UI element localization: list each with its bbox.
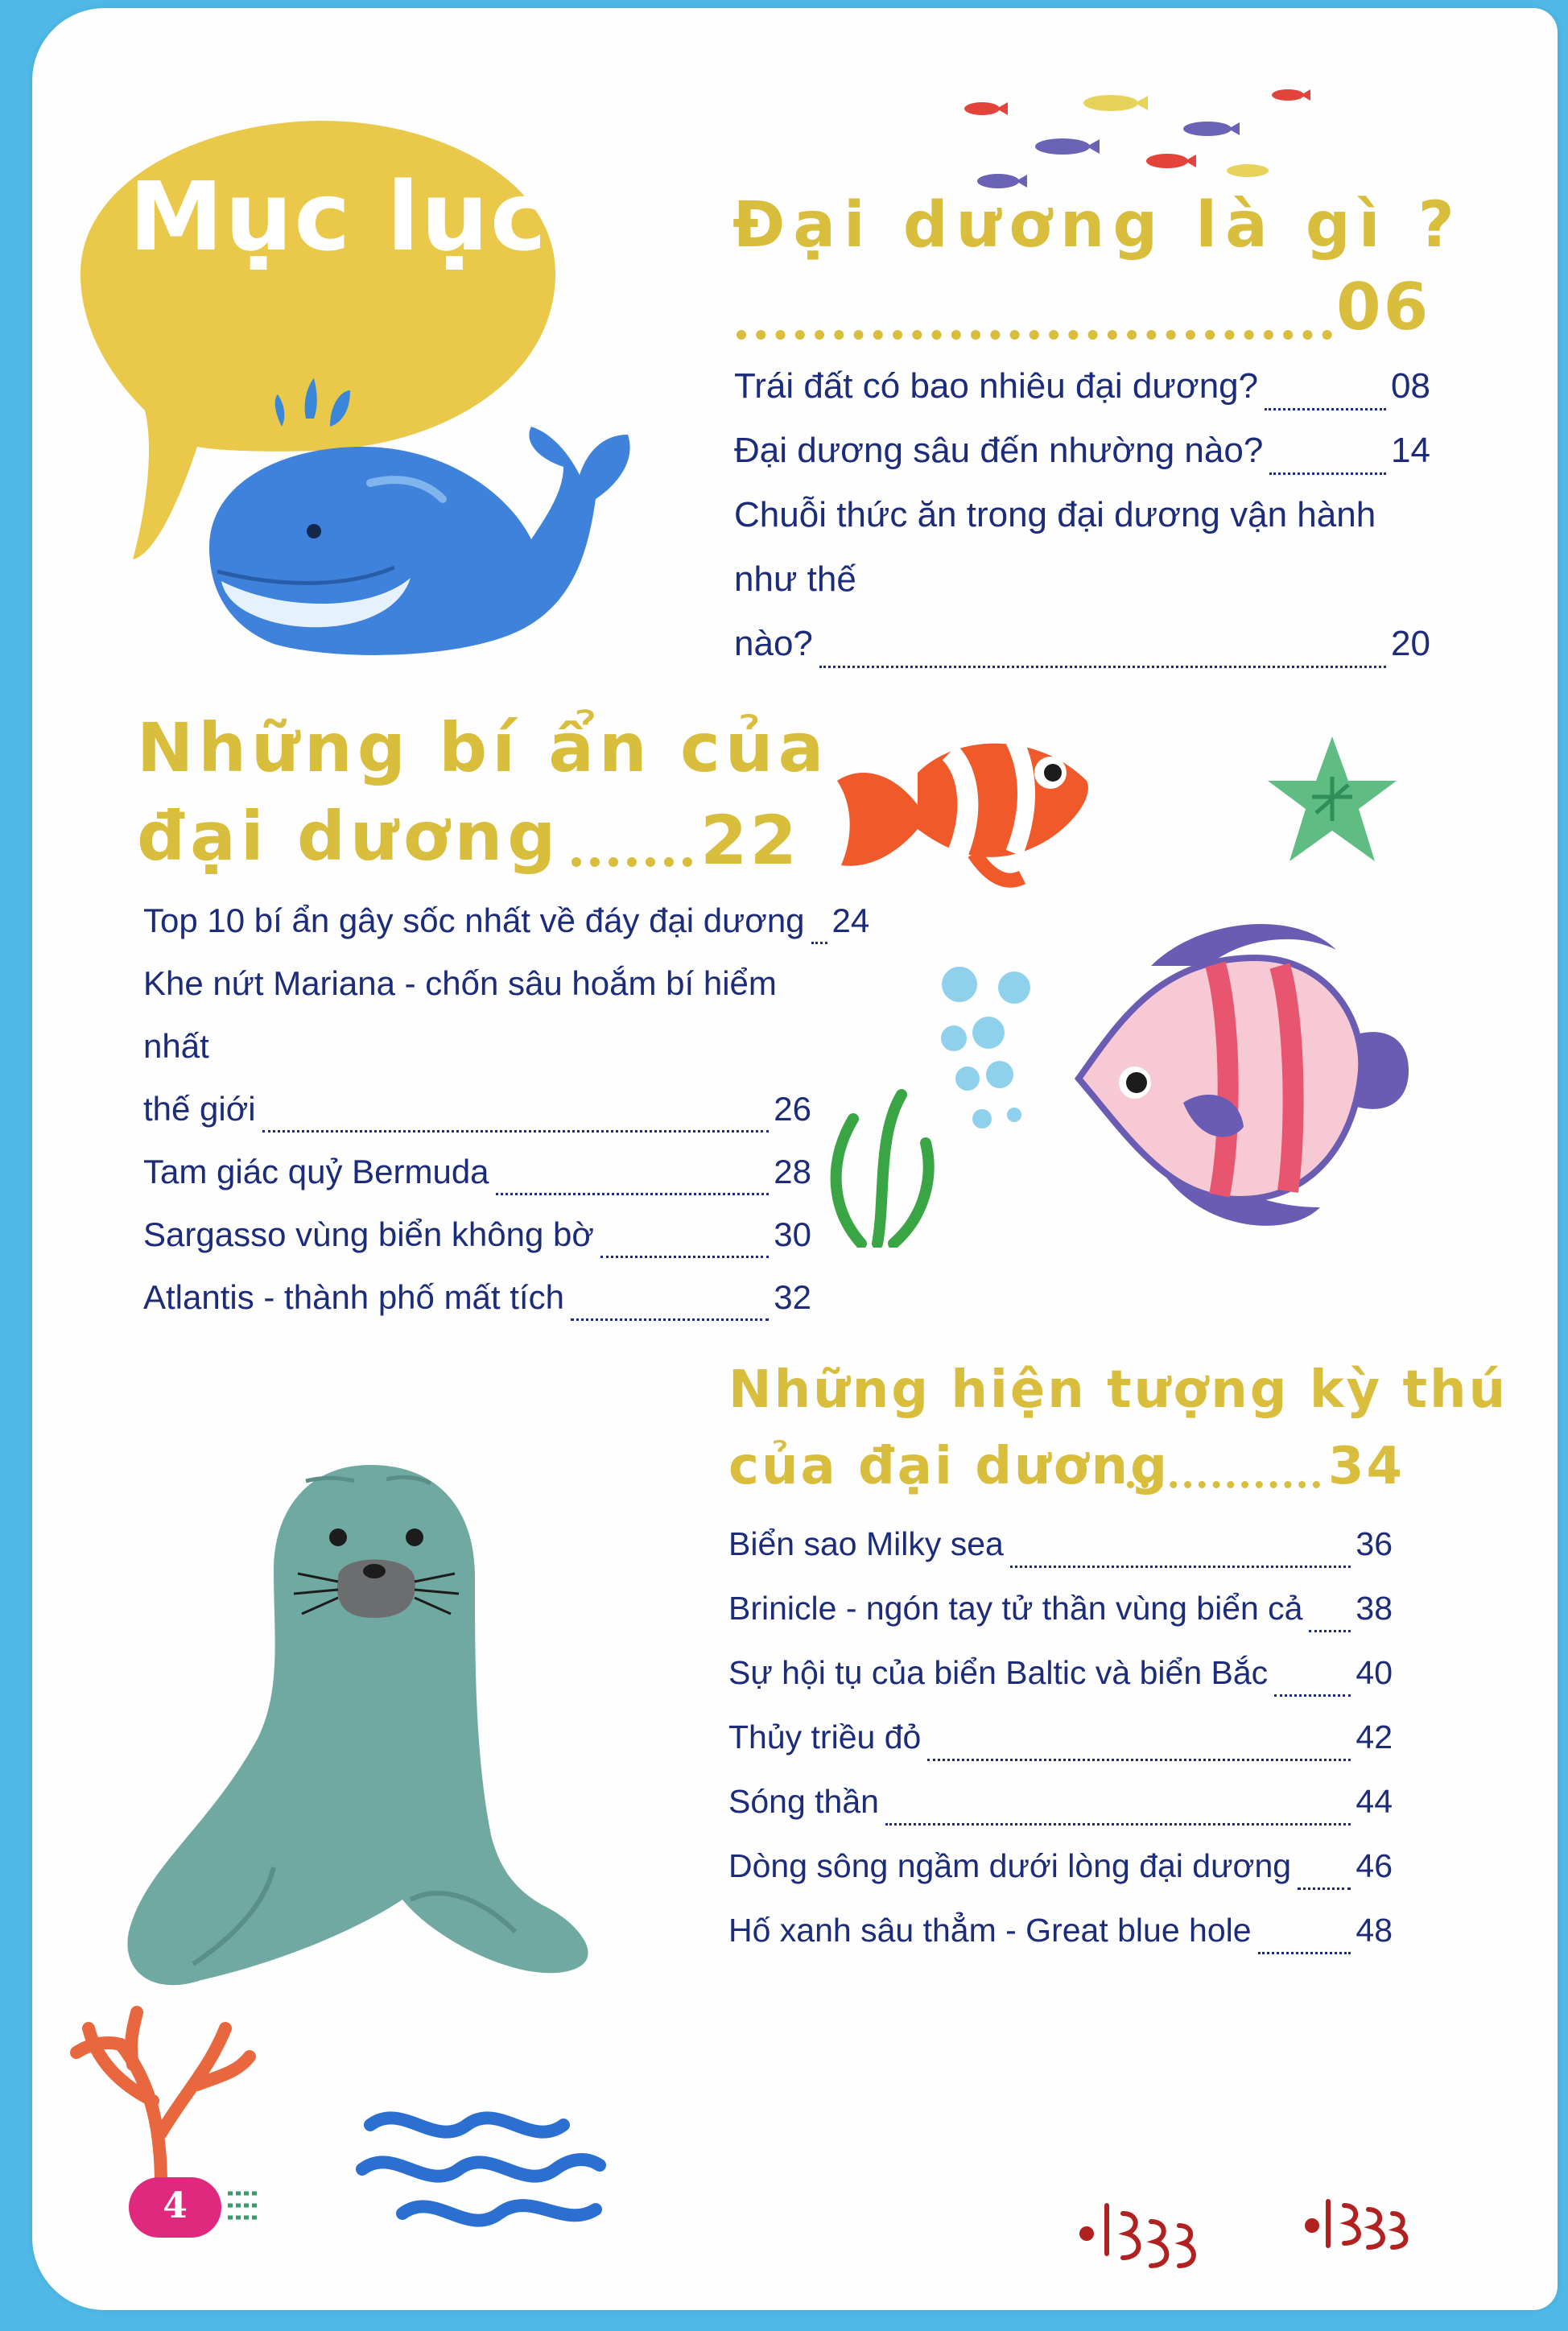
section-2-heading-leader: [571, 857, 692, 867]
section-2-heading-page: 22: [700, 801, 799, 880]
dot-leader: [1298, 1887, 1351, 1890]
section-3-heading-line1: Những hiện tượng kỳ thú: [728, 1360, 1508, 1420]
fish-school-icon: [950, 80, 1336, 201]
toc-entry[interactable]: Sự hội tụ của biển Baltic và biển Bắc 40: [728, 1640, 1393, 1705]
dot-leader: [262, 1130, 770, 1132]
toc-entry[interactable]: Biển sao Milky sea 36: [728, 1512, 1393, 1576]
toc-entry[interactable]: Khe nứt Mariana - chốn sâu hoắm bí hiểm nhất thế giới 26: [143, 952, 811, 1141]
dot-leader: [819, 666, 1386, 668]
seal-icon: [97, 1449, 676, 2012]
section-1-heading-leader: [737, 330, 1332, 340]
toc-entry[interactable]: Sargasso vùng biển không bờ 30: [143, 1203, 811, 1266]
dot-leader: [1258, 1952, 1351, 1954]
toc-entry[interactable]: Chuỗi thức ăn trong đại dương vận hành như thế nào? 20: [734, 483, 1430, 676]
toc-entry[interactable]: Thủy triều đỏ 42: [728, 1705, 1393, 1769]
starfish-icon: [1264, 732, 1401, 869]
dot-leader: [1269, 472, 1386, 475]
dot-leader: [885, 1823, 1351, 1826]
toc-entry[interactable]: Hố xanh sâu thẳm - Great blue hole 48: [728, 1898, 1393, 1962]
seaweed-icon: [813, 1087, 950, 1248]
toc-entry[interactable]: Atlantis - thành phố mất tích 32: [143, 1266, 811, 1329]
section-2-heading-line2: đại dương: [137, 797, 561, 876]
dot-leader: [496, 1193, 770, 1195]
section-3-heading-page: 34: [1328, 1437, 1405, 1496]
decorative-marks-icon: [1071, 2189, 1457, 2278]
section-1-list: [734, 354, 1430, 676]
dot-leader: [571, 1318, 769, 1321]
dot-leader: [1309, 1630, 1351, 1632]
coral-icon: [56, 1996, 266, 2189]
toc-entry[interactable]: Sóng thần 44: [728, 1769, 1393, 1834]
section-3-heading-line2: của đại dương: [728, 1437, 1170, 1496]
waves-icon: [354, 2093, 612, 2230]
dot-leader: [1274, 1694, 1351, 1697]
dot-leader: [1010, 1566, 1351, 1568]
page-number: 4: [163, 2185, 188, 2226]
wave-dots-icon: [224, 2181, 264, 2230]
section-3-list: [728, 1512, 1393, 1962]
toc-entry[interactable]: Brinicle - ngón tay tử thần vùng biển cả 38: [728, 1576, 1393, 1640]
section-2-heading-line1: Những bí ẩn của: [137, 708, 829, 787]
page-title: Mục lục: [129, 161, 548, 272]
striped-fish-icon: [1046, 901, 1417, 1256]
toc-entry[interactable]: Top 10 bí ẩn gây sốc nhất về đáy đại dương 24: [143, 889, 811, 952]
toc-entry[interactable]: Trái đất có bao nhiêu đại dương? 08: [734, 354, 1430, 419]
section-1-heading-page: 06: [1336, 270, 1431, 344]
dot-leader: [600, 1256, 769, 1258]
whale-icon: [185, 370, 652, 692]
dot-leader: [811, 942, 827, 944]
section-1-heading: Đại dương là gì ?: [732, 189, 1463, 262]
dot-leader: [927, 1759, 1351, 1761]
section-3-heading-leader: [1127, 1481, 1320, 1488]
toc-entry[interactable]: Đại dương sâu đến nhường nào? 14: [734, 419, 1430, 483]
dot-leader: [1265, 408, 1386, 411]
toc-entry[interactable]: Dòng sông ngầm dưới lòng đại dương 46: [728, 1834, 1393, 1898]
toc-entry[interactable]: Tam giác quỷ Bermuda 28: [143, 1141, 811, 1203]
section-2-list: [143, 889, 870, 1329]
